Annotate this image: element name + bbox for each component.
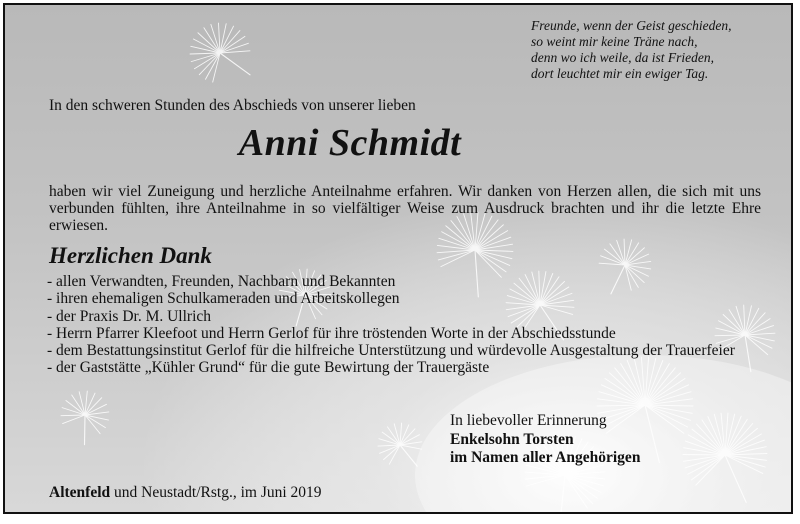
thanks-list <box>47 273 747 377</box>
poem-line: dort leuchtet mir ein ewiger Tag. <box>531 66 709 81</box>
thanks-item: - ihren ehemaligen Schulkameraden und Arbeitskollegen <box>47 290 400 308</box>
place-town: Altenfeld <box>49 484 111 501</box>
place-date <box>49 484 322 502</box>
thanks-item: - allen Verwandten, Freunden, Nachbarn und Bekannten <box>47 273 396 290</box>
thanks-item: - Herrn Pfarrer Kleefoot und Herrn Gerlof für ihre tröstenden Worte in der Abschiedsstunde <box>47 324 616 342</box>
signer-name: Enkelsohn Torsten <box>450 430 574 448</box>
intro-text: In den schweren Stunden des Abschieds von unserer lieben <box>49 97 416 114</box>
poem-line: Freunde, wenn der Geist geschieden, <box>531 18 732 33</box>
thanks-item: - der Gaststätte „Kühler Grund“ für die gute Bewirtung der Trauergäste <box>47 359 490 377</box>
thanks-item: - dem Bestattungsinstitut Gerlof für die hilfreiche Unterstützung und würdevolle Ausgestaltung der Trauerfeier <box>47 342 735 360</box>
closing-signature <box>450 412 640 468</box>
thanks-item: - der Praxis Dr. M. Ullrich <box>47 307 212 325</box>
thanks-heading: Herzlichen Dank <box>49 243 212 268</box>
poem-line: denn wo ich weile, da ist Frieden, <box>531 50 714 65</box>
signer-family: im Namen aller Angehörigen <box>450 449 641 466</box>
obituary-notice <box>3 3 793 514</box>
poem-line: so weint mir keine Träne nach, <box>531 34 698 49</box>
acknowledgement-paragraph: haben wir viel Zuneigung und herzliche Anteilnahme erfahren. Wir danken von Herzen allen, die sich mit uns verbunden fühlten, ihre Anteilnahme in so vielfältiger Weise zum Ausdruck brachten und ihr die letzte Ehre erwiesen. <box>49 183 761 234</box>
deceased-name: Anni Schmidt <box>238 122 462 164</box>
closing-phrase: In liebevoller Erinnerung <box>450 412 607 429</box>
place-rest: und Neustadt/Rstg., im Juni 2019 <box>110 484 322 501</box>
poem-verse <box>531 18 781 82</box>
